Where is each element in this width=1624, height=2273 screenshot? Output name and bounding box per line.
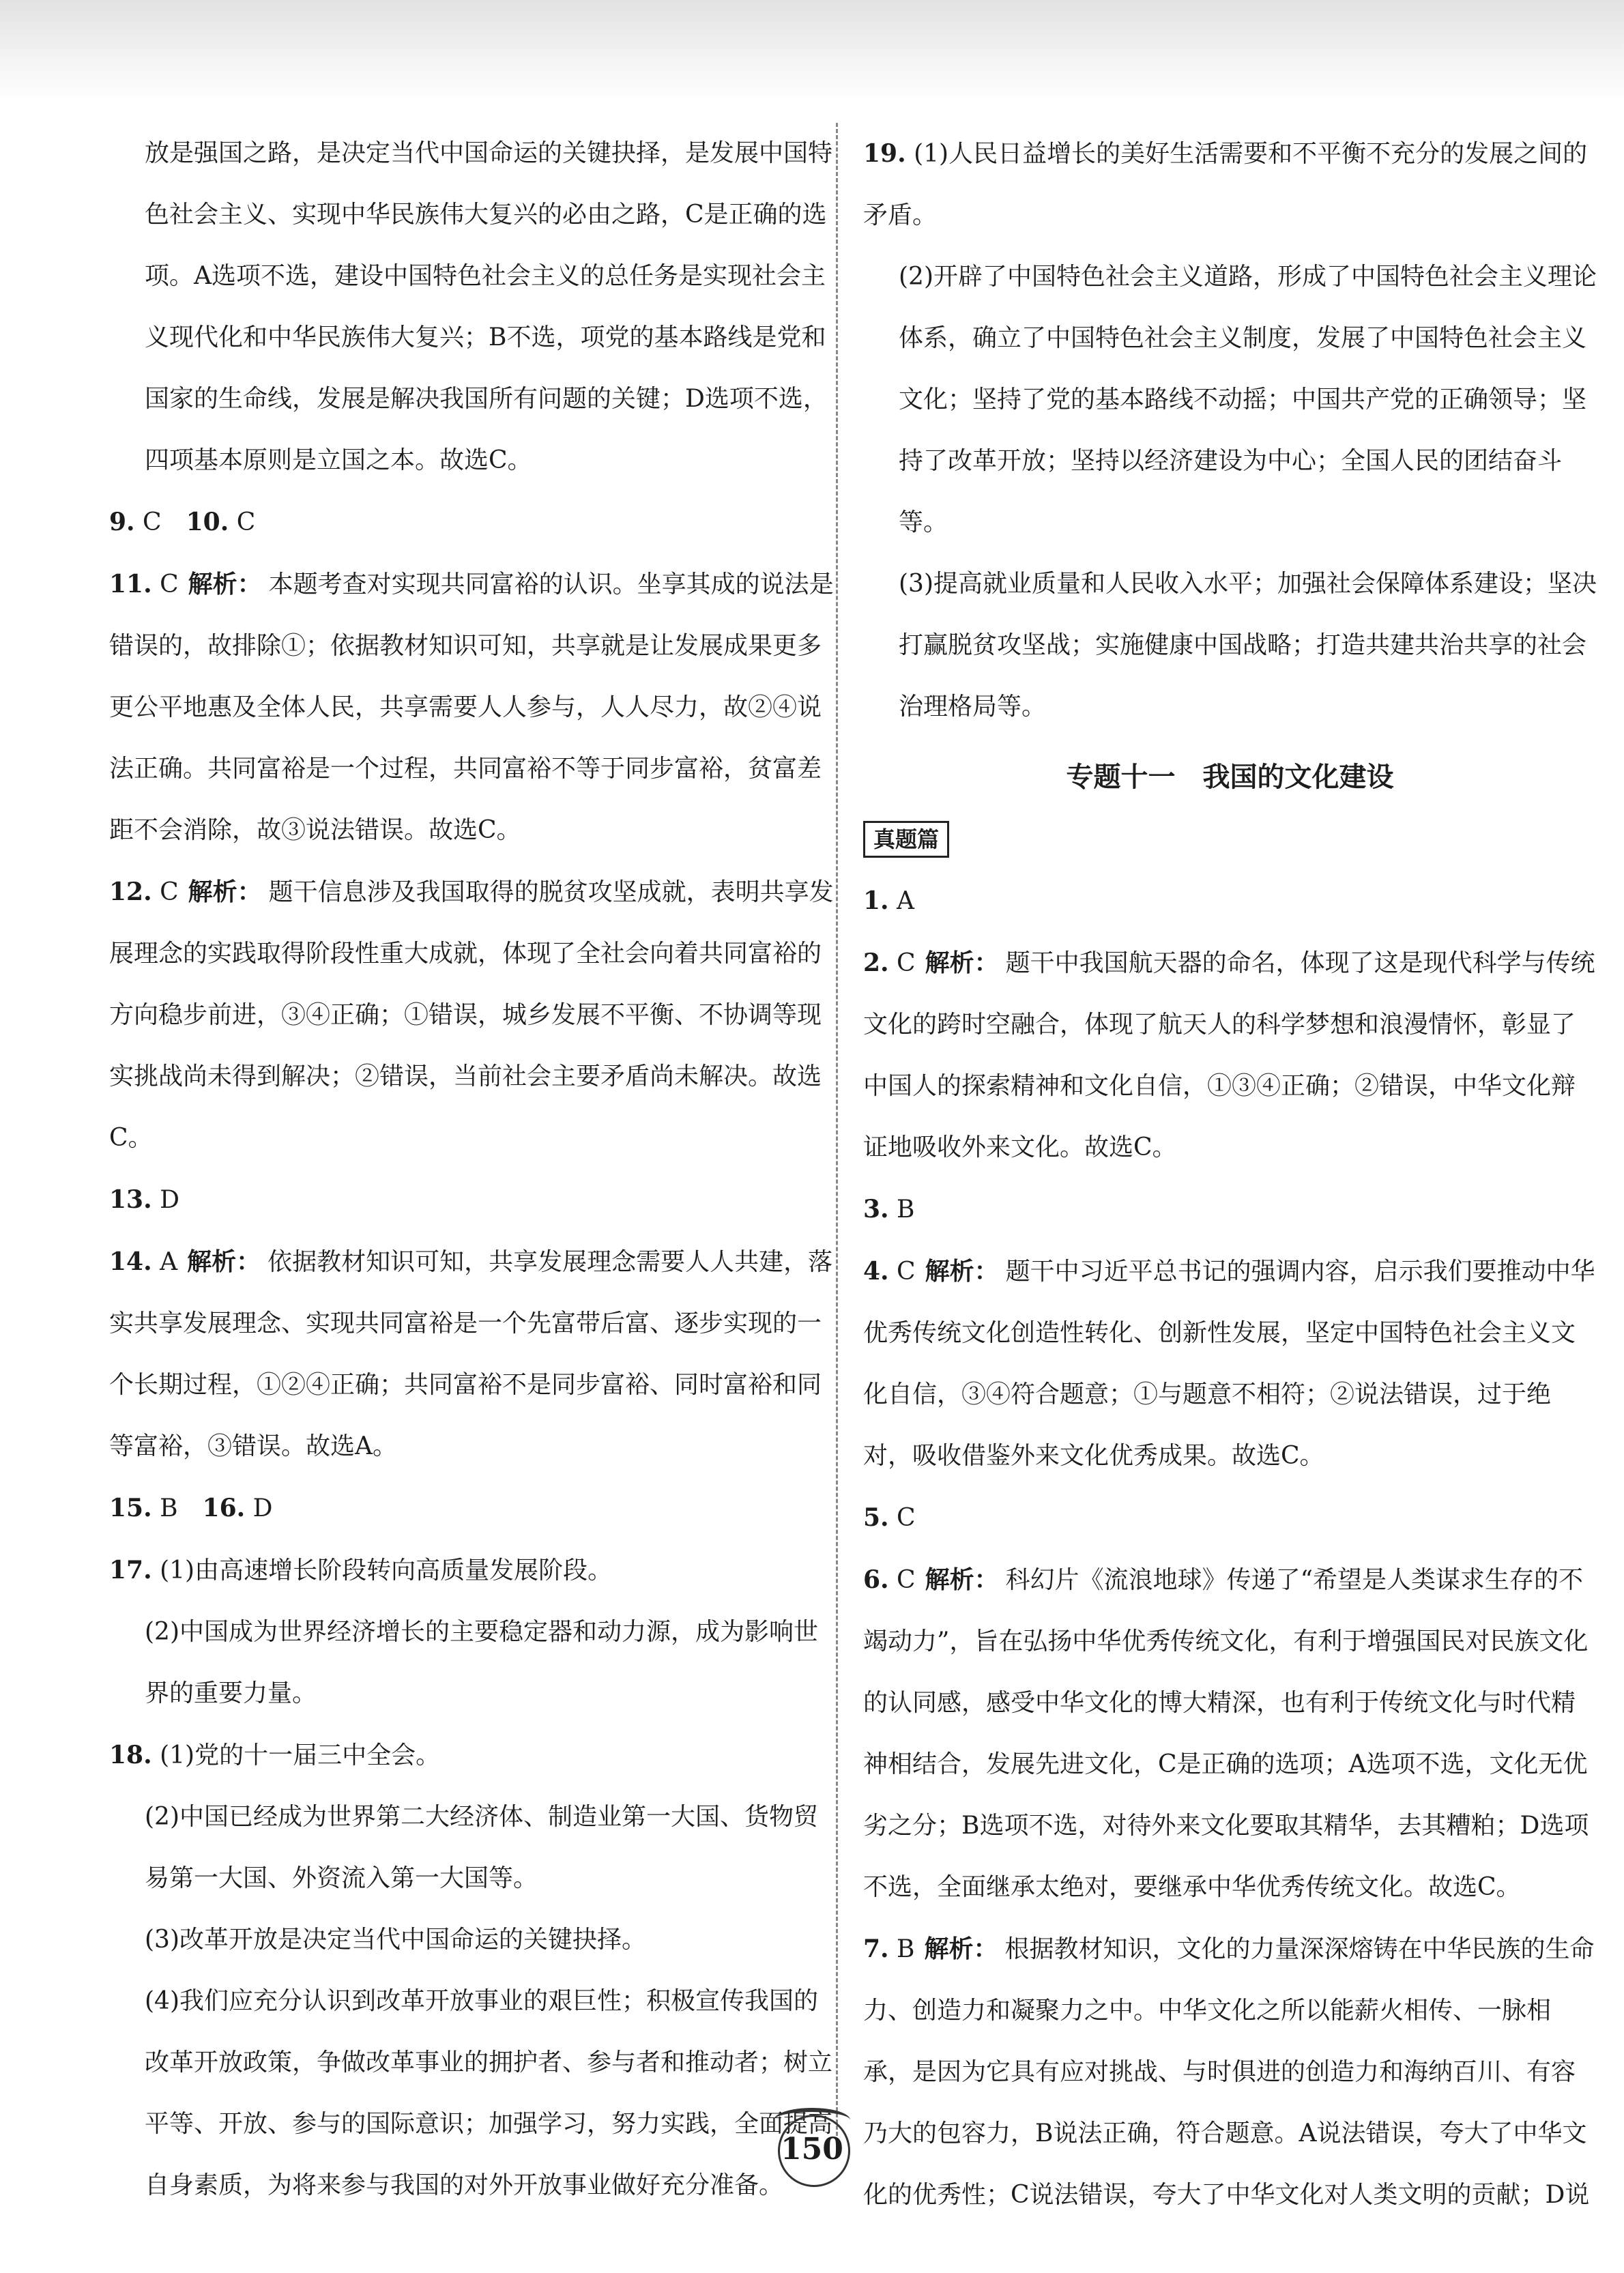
answer-line — [109, 1477, 836, 1539]
analysis-label: 解析： — [925, 1565, 999, 1594]
analysis-label: 解析： — [188, 570, 262, 598]
analysis-label: 解析： — [925, 949, 999, 977]
analysis-text: 题干中我国航天器的命名，体现了这是现代科学与传统文化的跨时空融合，体现了航天人的科学梦想和浪漫情怀，彰显了中国人的探索精神和文化自信，①③④正确；②错误，中华文化辩证地吸收外来文化。故选C。 — [863, 949, 1595, 1161]
answer-pair — [863, 887, 914, 915]
section-badge-row — [863, 809, 1597, 870]
answer-part-text: (2)中国成为世界经济增长的主要稳定器和动力源，成为影响世界的重要力量。 — [145, 1618, 818, 1707]
answer-choice: B — [897, 1196, 915, 1224]
scan-noise-band — [0, 0, 1624, 102]
answer-part — [109, 1539, 836, 1602]
question-number: 17. — [109, 1556, 152, 1584]
analysis-text: 题干信息涉及我国取得的脱贫攻坚成就，表明共享发展理念的实践取得阶段性重大成就，体现了全社会向着共同富裕的方向稳步前进，③④正确；①错误，城乡发展不平衡、不协调等现实挑战尚未得到解决；②错误，当前社会主要矛盾尚未解决。故选C。 — [109, 878, 834, 1152]
answer-choice: D — [160, 1186, 179, 1214]
section-badge: 真题篇 — [863, 821, 949, 858]
answer-part — [863, 246, 1597, 553]
answer-pair — [109, 508, 162, 536]
question-number: 14. — [109, 1247, 152, 1276]
answer-line — [863, 1487, 1597, 1549]
analysis-text: 本题考查对实现共同富裕的认识。坐享其成的说法是错误的，故排除①；依据教材知识可知，共享就是让发展成果更多更公平地惠及全体人民，共享需要人人参与，人人尽力，故②④说法正确。共同富裕是一个过程，共同富裕不等于同步富裕，贫富差距不会消除，故③说法错误。故选C。 — [109, 570, 834, 844]
answer-multipart — [109, 1724, 836, 2216]
analysis-text: 题干中习近平总书记的强调内容，启示我们要推动中华优秀传统文化创造性转化、创新性发展，坚定中国特色社会主义文化自信，③④符合题意；①与题意不相符；②说法错误，过于绝对，吸收借鉴外来文化优秀成果。故选C。 — [863, 1258, 1595, 1470]
answer-multipart — [863, 123, 1597, 738]
answer-pair — [203, 1494, 273, 1522]
analysis-text: 根据教材知识，文化的力量深深熔铸在中华民族的生命力、创造力和凝聚力之中。中华文化之所以能薪火相传、一脉相承，是因为它具有应对挑战、与时俱进的创造力和海纳百川、有容乃大的包容力，B说法正确，符合题意。A说法错误，夸大了中华文化的优秀性；C说法错误，夸大了中华文化对人类文明的贡献；D说 — [863, 1935, 1595, 2209]
right-column — [863, 123, 1597, 2226]
answer-analysis — [863, 932, 1597, 1178]
answer-part — [863, 553, 1597, 738]
answer-analysis — [863, 1241, 1597, 1487]
question-number: 13. — [109, 1185, 152, 1214]
answer-choice: C — [160, 570, 179, 598]
answer-part-text: (3)提高就业质量和人民收入水平；加强社会保障体系建设；坚决打赢脱贫攻坚战；实施健康中国战略；打造共建共治共享的社会治理格局等。 — [899, 570, 1597, 721]
answer-multipart — [109, 1539, 836, 1724]
analysis-text: 科幻片《流浪地球》传递了“希望是人类谋求生存的不竭动力”，旨在弘扬中华优秀传统文化，有利于增强国民对民族文化的认同感，感受中华文化的博大精深，也有利于传统文化与时代精神相结合，发展先进文化，C是正确的选项；A选项不选，文化无优劣之分；B选项不选，对待外来文化要取其精华，去其糟粕；D选项不选，全面继承太绝对，要继承中华优秀传统文化。故选C。 — [863, 1566, 1589, 1901]
answer-line — [109, 491, 836, 553]
column-divider — [836, 123, 838, 2136]
answer-pair — [863, 1504, 916, 1532]
answer-choice: C — [897, 1566, 916, 1594]
answer-part — [863, 123, 1597, 246]
answer-continuation: 放是强国之路，是决定当代中国命运的关键抉择，是发展中国特色社会主义、实现中华民族伟大复兴的必由之路，C是正确的选项。A选项不选，建设中国特色社会主义的总任务是实现社会主义现代化和中华民族伟大复兴；B不选，项党的基本路线是党和国家的生命线，发展是解决我国所有问题的关键；D选项不选，四项基本原则是立国之本。故选C。 — [145, 139, 833, 474]
answer-choice: B — [160, 1494, 178, 1522]
answer-part — [109, 1724, 836, 1786]
question-number: 16. — [202, 1494, 246, 1522]
answer-analysis — [109, 553, 836, 861]
question-number: 2. — [863, 949, 889, 977]
answer-pair — [109, 1186, 179, 1214]
analysis-text: 依据教材知识可知，共享发展理念需要人人共建，落实共享发展理念、实现共同富裕是一个先富带后富、逐步实现的一个长期过程，①②④正确；共同富裕不是同步富裕、同时富裕和同等富裕，③错误。故选A。 — [109, 1248, 833, 1460]
answer-part — [109, 1786, 836, 1909]
answer-choice: C — [160, 878, 179, 906]
analysis-label: 解析： — [925, 1257, 999, 1286]
answer-part-text: (1)由高速增长阶段转向高质量发展阶段。 — [160, 1557, 613, 1584]
answer-line — [863, 870, 1597, 932]
section-title: 专题十一 我国的文化建设 — [1066, 762, 1394, 793]
question-number: 18. — [109, 1741, 152, 1769]
analysis-label: 解析： — [187, 1247, 261, 1276]
question-number: 7. — [863, 1935, 889, 1963]
answer-line — [109, 1169, 836, 1231]
answer-part-text: (2)开辟了中国特色社会主义道路，形成了中国特色社会主义理论体系，确立了中国特色社会主义制度，发展了中国特色社会主义文化；坚持了党的基本路线不动摇；中国共产党的正确领导；坚持了改革开放；坚持以经济建设为中心；全国人民的团结奋斗等。 — [899, 263, 1597, 536]
answer-choice: D — [252, 1494, 273, 1522]
answer-choice: A — [160, 1248, 178, 1276]
answer-choice: C — [897, 949, 916, 977]
answer-line — [863, 1178, 1597, 1241]
analysis-label: 解析： — [188, 878, 262, 906]
answer-part-text: (1)人民日益增长的美好生活需要和不平衡不充分的发展之间的矛盾。 — [863, 140, 1588, 229]
answer-part-text: (2)中国已经成为世界第二大经济体、制造业第一大国、货物贸易第一大国、外资流入第一大国等。 — [145, 1803, 818, 1892]
question-number: 11. — [109, 570, 152, 598]
answer-choice: C — [897, 1258, 916, 1286]
answer-part-text: (4)我们应充分认识到改革开放事业的艰巨性；积极宣传我国的改革开放政策，争做改革事业的拥护者、参与者和推动者；树立平等、开放、参与的国际意识；加强学习，努力实践，全面提高自身素质，为将来参与我国的对外开放事业做好充分准备。 — [145, 1987, 833, 2199]
question-number: 3. — [863, 1195, 889, 1224]
answer-part — [109, 1971, 836, 2216]
question-number: 15. — [109, 1494, 152, 1522]
answer-part-text: (1)党的十一届三中全会。 — [160, 1741, 441, 1769]
question-number: 10. — [186, 508, 229, 536]
answer-pair — [186, 508, 256, 536]
question-number: 6. — [863, 1565, 889, 1594]
analysis-label: 解析： — [924, 1935, 998, 1963]
page-number: 150 — [781, 2132, 843, 2167]
answer-part — [109, 1602, 836, 1724]
question-number: 1. — [863, 886, 889, 915]
left-column — [109, 123, 836, 2216]
answer-part-text: (3)改革开放是决定当代中国命运的关键抉择。 — [145, 1926, 646, 1954]
question-number: 9. — [109, 508, 135, 536]
question-number: 19. — [863, 139, 906, 168]
answer-analysis — [863, 1918, 1597, 2226]
answer-pair — [109, 1494, 178, 1522]
answer-analysis — [109, 861, 836, 1169]
question-number: 4. — [863, 1257, 889, 1286]
answer-choice: C — [897, 1504, 916, 1532]
answer-choice: C — [236, 508, 256, 536]
question-number: 12. — [109, 878, 152, 906]
answer-choice: A — [897, 887, 915, 915]
page-number-badge — [764, 2112, 860, 2187]
question-number: 5. — [863, 1503, 889, 1532]
answer-analysis — [863, 1549, 1597, 1918]
answer-pair — [863, 1196, 915, 1224]
answer-choice: B — [897, 1935, 915, 1963]
answer-part — [109, 1909, 836, 1971]
answer-choice: C — [143, 508, 162, 536]
answer-analysis — [109, 1231, 836, 1477]
